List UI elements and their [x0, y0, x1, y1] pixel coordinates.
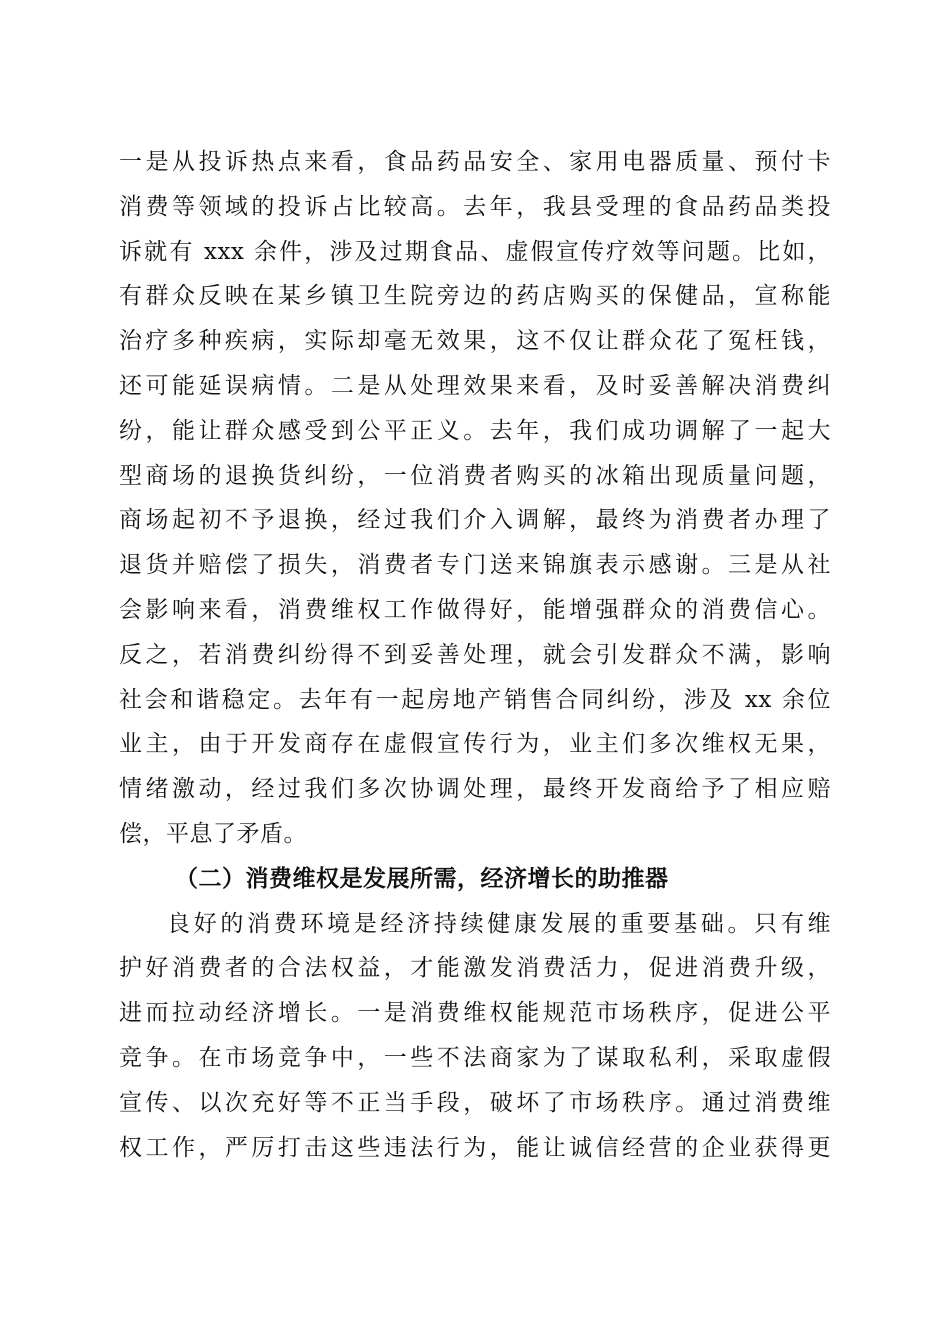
text-line: 型商场的退换货纠纷，一位消费者购买的冰箱出现质量问题， — [119, 462, 831, 489]
text-line: 会影响来看，消费维权工作做得好，能增强群众的消费信心。 — [119, 596, 831, 623]
text-line: 反之，若消费纠纷得不到妥善处理，就会引发群众不满，影响 — [119, 641, 831, 668]
section-heading: （二）消费维权是发展所需，经济增长的助推器 — [175, 864, 669, 892]
text-line: 业主，由于开发商存在虚假宣传行为，业主们多次维权无果， — [119, 731, 831, 758]
text-line: 进而拉动经济增长。一是消费维权能规范市场秩序，促进公平 — [119, 1000, 831, 1027]
text-line: 消费等领域的投诉占比较高。去年，我县受理的食品药品类投 — [119, 193, 831, 220]
text-line: 偿，平息了矛盾。 — [119, 820, 307, 847]
text-line: 情绪激动，经过我们多次协调处理，最终开发商给予了相应赔 — [119, 776, 831, 803]
text-line: 还可能延误病情。二是从处理效果来看，及时妥善解决消费纠 — [119, 372, 831, 399]
text-line: 纷，能让群众感受到公平正义。去年，我们成功调解了一起大 — [119, 417, 831, 444]
text-line: 商场起初不予退换，经过我们介入调解，最终为消费者办理了 — [119, 507, 831, 534]
text-line: 治疗多种疾病，实际却毫无效果，这不仅让群众花了冤枉钱， — [119, 328, 831, 355]
paragraph-consumer-complaints — [119, 140, 831, 857]
text-line: 退货并赔偿了损失，消费者专门送来锦旗表示感谢。三是从社 — [119, 552, 831, 579]
text-line: 诉就有 xxx 余件，涉及过期食品、虚假宣传疗效等问题。比如， — [119, 238, 831, 265]
text-line: 有群众反映在某乡镇卫生院旁边的药店购买的保健品，宣称能 — [119, 283, 831, 310]
text-line: 良好的消费环境是经济持续健康发展的重要基础。只有维 — [167, 910, 831, 937]
text-line: 护好消费者的合法权益，才能激发消费活力，促进消费升级， — [119, 955, 831, 982]
text-line: 权工作，严厉打击这些违法行为，能让诚信经营的企业获得更 — [119, 1134, 831, 1161]
paragraph-economic-growth — [119, 902, 831, 1171]
text-line: 宣传、以次充好等不正当手段，破坏了市场秩序。通过消费维 — [119, 1089, 831, 1116]
text-line: 竞争。在市场竞争中，一些不法商家为了谋取私利，采取虚假 — [119, 1044, 831, 1071]
body-text — [119, 140, 831, 1170]
text-line: 一是从投诉热点来看，食品药品安全、家用电器质量、预付卡 — [119, 149, 831, 175]
text-line: 社会和谐稳定。去年有一起房地产销售合同纠纷，涉及 xx 余位 — [119, 686, 831, 713]
